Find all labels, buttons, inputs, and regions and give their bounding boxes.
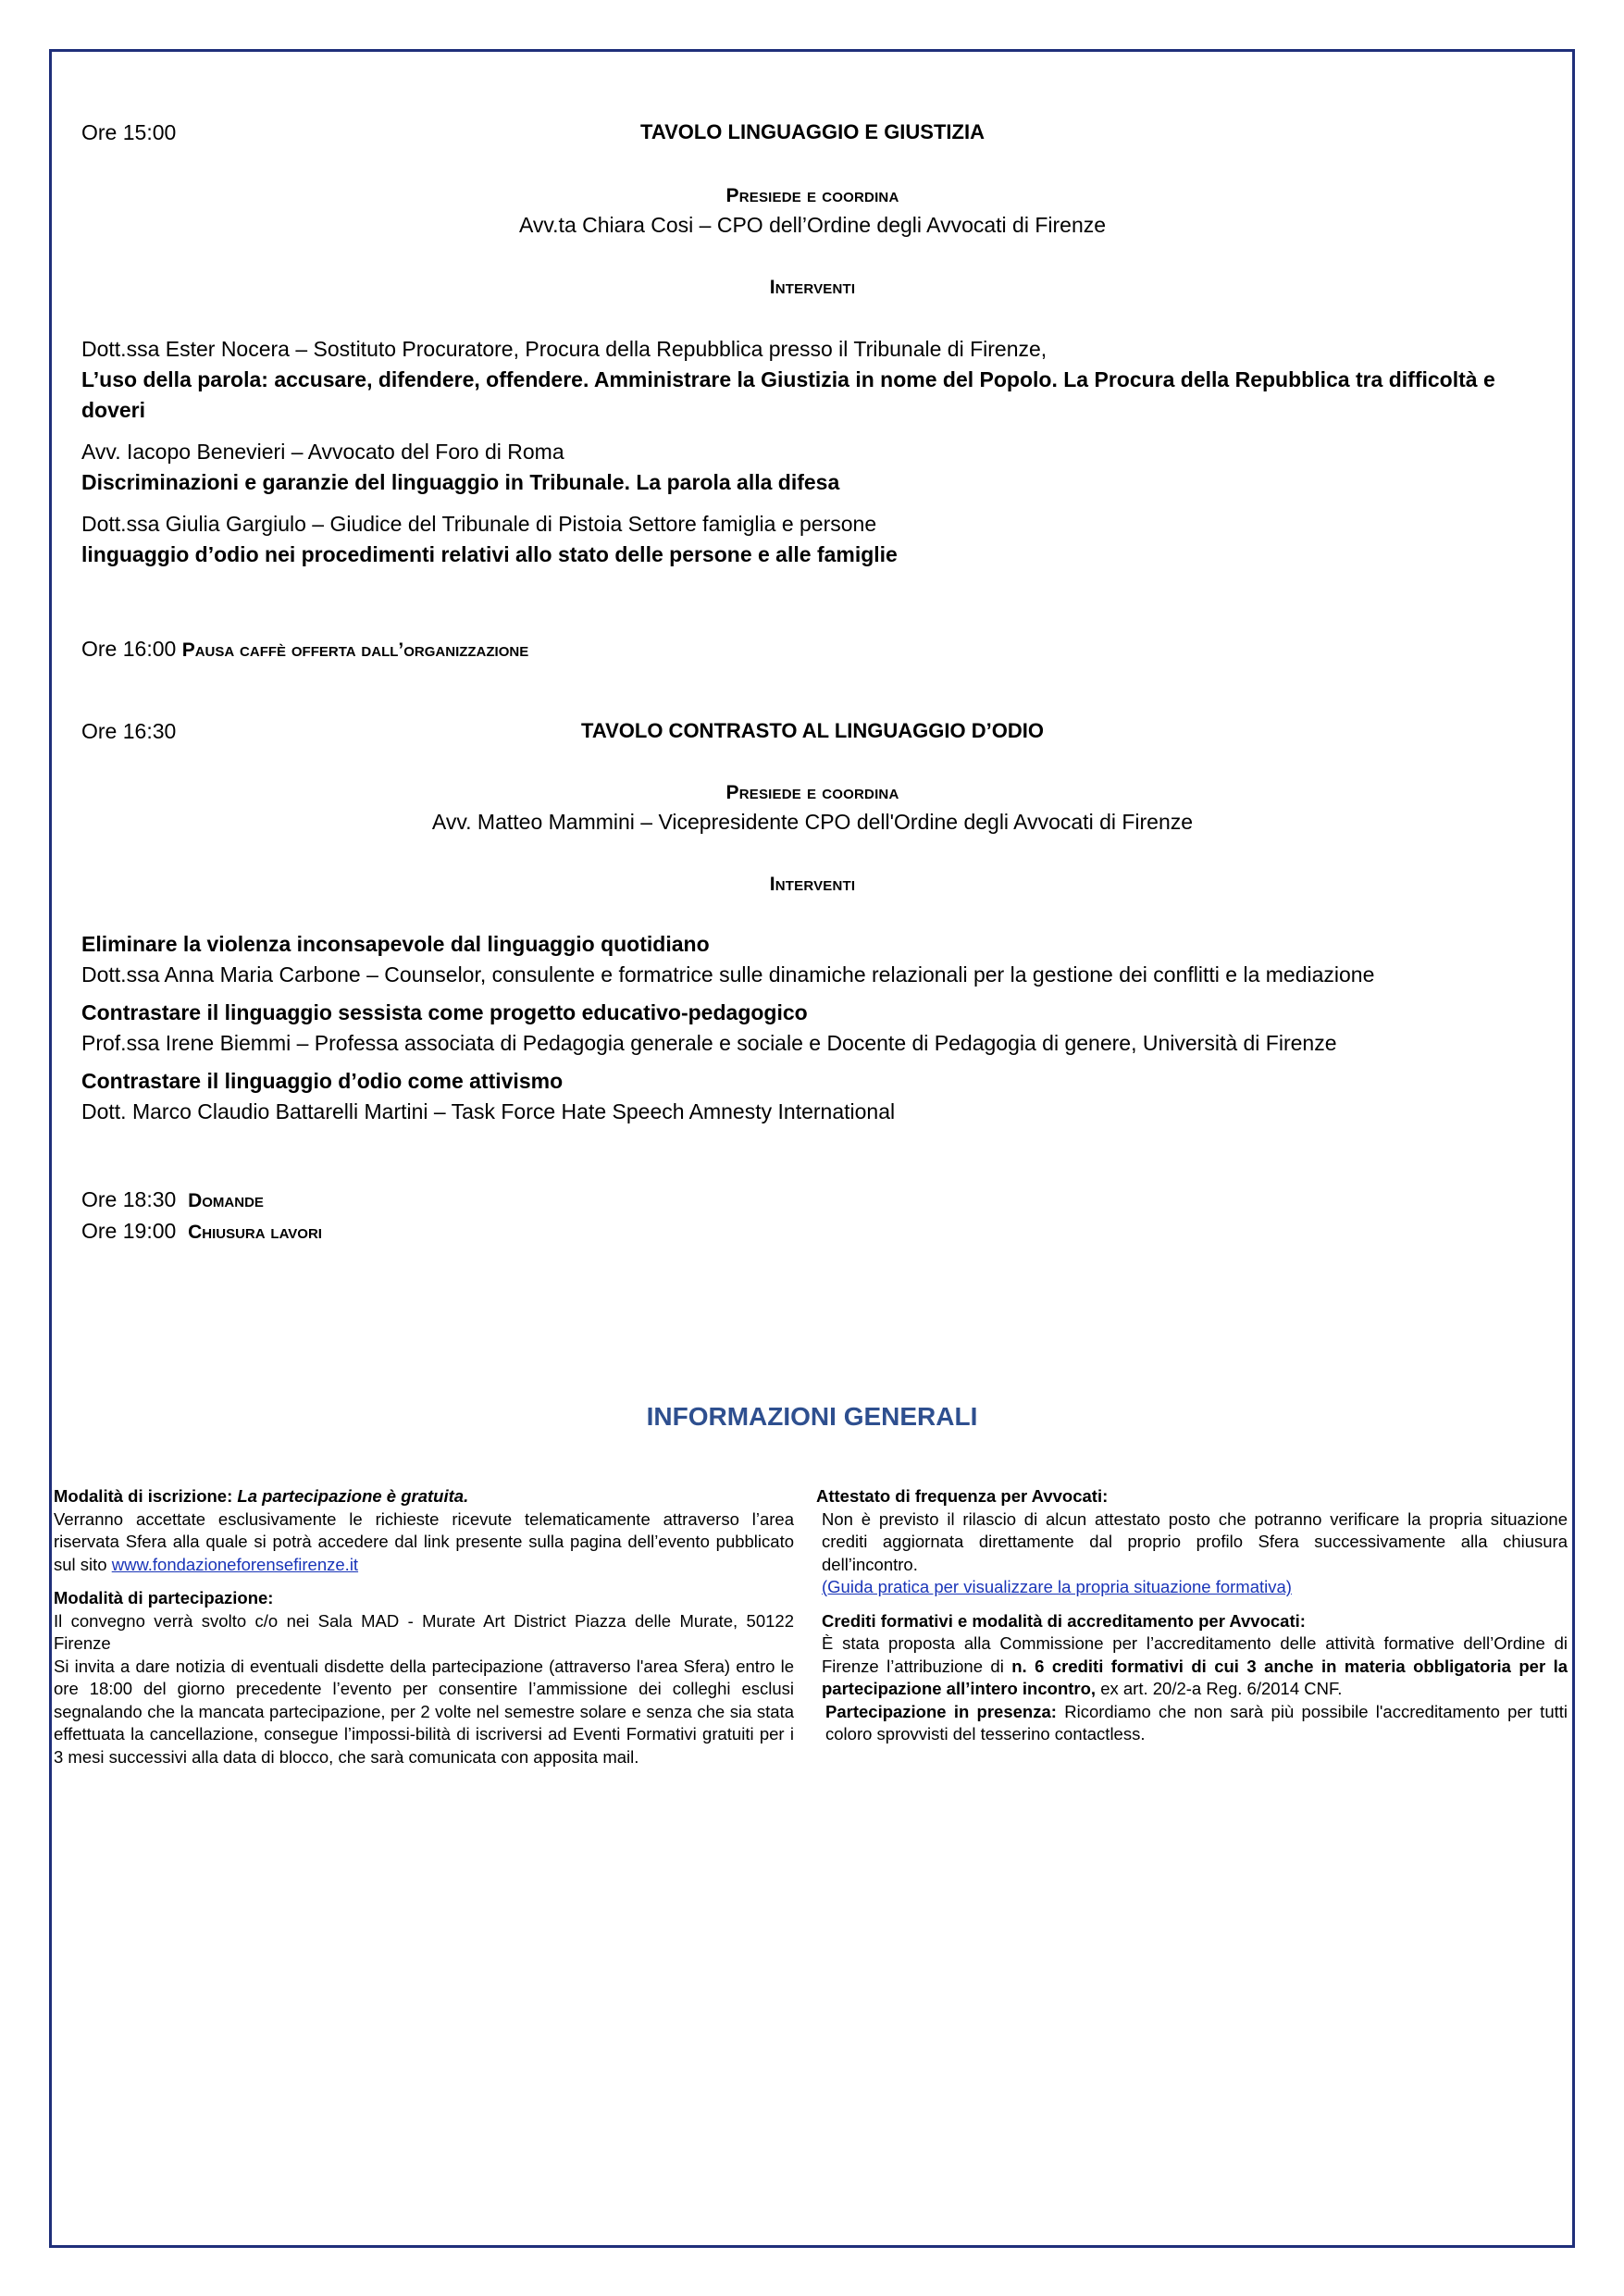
session2-talk: [81, 929, 1543, 990]
talk-title: Eliminare la violenza inconsapevole dal linguaggio quotidiano: [81, 932, 710, 956]
closing-item: [81, 1216, 1543, 1247]
session1-talk: [81, 509, 1543, 570]
session1-talk: [81, 334, 1543, 426]
program-content: [81, 120, 1543, 1247]
session2-title: TAVOLO CONTRASTO AL LINGUAGGIO D’ODIO: [581, 719, 1044, 742]
talk-title: Contrastare il linguaggio sessista come progetto educativo-pedagogico: [81, 1000, 808, 1024]
session1-header: [81, 120, 1543, 152]
talk-speaker: Dott.ssa Giulia Gargiulo – Giudice del Tribunale di Pistoia Settore famiglia e persone: [81, 512, 877, 536]
closing-item: [81, 1185, 1543, 1216]
session2-talk: [81, 1066, 1543, 1127]
talk-speaker: Avv. Iacopo Benevieri – Avvocato del Foro di Roma: [81, 440, 564, 464]
session2-talks-heading: Interventi: [769, 874, 856, 895]
session2-talk: [81, 998, 1543, 1059]
crediti-text-bold: n. 6 crediti formativi di cui 3 anche in materia obbligatoria per la partecipazione all’intero incontro,: [822, 1656, 1568, 1698]
fondazione-link[interactable]: www.fondazioneforensefirenze.it: [111, 1554, 359, 1574]
session2-chair: Avv. Matteo Mammini – Vicepresidente CPO dell'Ordine degli Avvocati di Firenze: [431, 810, 1194, 834]
partecipazione-location: Il convegno verrà svolto c/o nei Sala MAD - Murate Art District Piazza delle Murate, 50122 Firenze: [54, 1610, 794, 1653]
talk-speaker: Dott.ssa Ester Nocera – Sostituto Procuratore, Procura della Repubblica presso il Tribunale di Firenze,: [81, 337, 1048, 361]
crediti-text-b: ex art. 20/2-a Reg. 6/2014 CNF.: [1100, 1679, 1343, 1698]
iscrizione-label: Modalità di iscrizione:: [54, 1486, 233, 1506]
session1-chair-heading: Presiede e coordina: [725, 185, 899, 206]
iscrizione-value: La partecipazione è gratuita.: [237, 1486, 469, 1506]
guida-link[interactable]: (Guida pratica per visualizzare la propria situazione formativa): [822, 1577, 1292, 1596]
partecipazione-disdette: Si invita a dare notizia di eventuali disdette della partecipazione (attraverso l'area Sfera) entro le ore 18:00 del giorno precedente l’evento per consentire l’ammissione dei colleghi esclusi segnalando che la mancata partecipazione, per 2 volte nel semestre solare e senza che sia stata effettuata la cancellazione, consegue l’impossi-bilità di iscriversi ad Eventi Formativi gratuiti per i 3 mesi successivi alla data di blocco, che sarà comunicata con apposita mail.: [54, 1656, 794, 1767]
talk-title: linguaggio d’odio nei procedimenti relativi allo stato delle persone e alle famiglie: [81, 542, 898, 566]
info-title: INFORMAZIONI GENERALI: [646, 1402, 978, 1431]
partecipazione-block: [54, 1587, 794, 1769]
session1-talk: [81, 437, 1543, 498]
info-left-column: [54, 1485, 794, 1780]
pause-time: Ore 16:00: [81, 637, 177, 661]
session1-time: Ore 15:00: [81, 120, 177, 144]
presenza-text: Ricordiamo che non sarà più possibile l'accreditamento per tutti coloro sprovvisti del tesserino contactless.: [825, 1701, 1568, 1744]
session2-chair-heading: Presiede e coordina: [725, 782, 899, 803]
crediti-block: [816, 1610, 1568, 1746]
crediti-text-a: È stata proposta alla Commissione per l’accreditamento delle attività formative dell’Ordine di Firenze l’attribuzione di: [822, 1633, 1568, 1676]
crediti-label: Crediti formativi e modalità di accreditamento per Avvocati:: [822, 1610, 1306, 1631]
attestato-text: Non è previsto il rilascio di alcun attestato posto che potranno verificare la propria situazione crediti aggiornata direttamente dal proprio profilo Sfera successivamente alla chiusura dell’incontro.: [822, 1508, 1568, 1574]
pause-label: Pausa caffè offerta dall’organizzazione: [181, 639, 529, 661]
session1-chair: Avv.ta Chiara Cosi – CPO dell’Ordine degli Avvocati di Firenze: [518, 213, 1107, 237]
closing-label: Domande: [188, 1190, 264, 1211]
closing-label: Chiusura lavori: [188, 1222, 322, 1243]
coffee-break: [81, 637, 1543, 662]
info-right-column: [816, 1485, 1568, 1757]
iscrizione-block: [54, 1485, 794, 1576]
talk-speaker: Prof.ssa Irene Biemmi – Professa associata di Pedagogia generale e sociale e Docente di Pedagogia di genere, Università di Firenze: [81, 1031, 1337, 1055]
closing-time: Ore 19:00: [81, 1219, 177, 1243]
talk-title: Discriminazioni e garanzie del linguaggio in Tribunale. La parola alla difesa: [81, 470, 840, 494]
session1-talks-heading: Interventi: [769, 277, 856, 298]
attestato-block: [816, 1485, 1568, 1599]
talk-speaker: Dott. Marco Claudio Battarelli Martini – Task Force Hate Speech Amnesty International: [81, 1099, 896, 1123]
partecipazione-label: Modalità di partecipazione:: [54, 1588, 274, 1607]
talk-title: Contrastare il linguaggio d’odio come attivismo: [81, 1069, 564, 1093]
talk-speaker: Dott.ssa Anna Maria Carbone – Counselor, consulente e formatrice sulle dinamiche relazionali per la gestione dei conflitti e la mediazione: [81, 962, 1375, 987]
talk-title: L’uso della parola: accusare, difendere, offendere. Amministrare la Giustizia in nome del Popolo. La Procura della Repubblica tra difficoltà e doveri: [81, 367, 1495, 422]
session1-title: TAVOLO LINGUAGGIO E GIUSTIZIA: [640, 120, 985, 143]
attestato-label: Attestato di frequenza per Avvocati:: [816, 1486, 1109, 1506]
presenza-label: Partecipazione in presenza:: [825, 1701, 1057, 1721]
session2-header: [81, 719, 1543, 751]
iscrizione-text: Verranno accettate esclusivamente le richieste ricevute telematicamente attraverso l’area riservata Sfera alla quale si potrà accedere dal link presente sulla pagina dell’evento pubblicato sul sito: [54, 1508, 794, 1574]
session2-time: Ore 16:30: [81, 719, 177, 743]
closing-time: Ore 18:30: [81, 1187, 177, 1211]
